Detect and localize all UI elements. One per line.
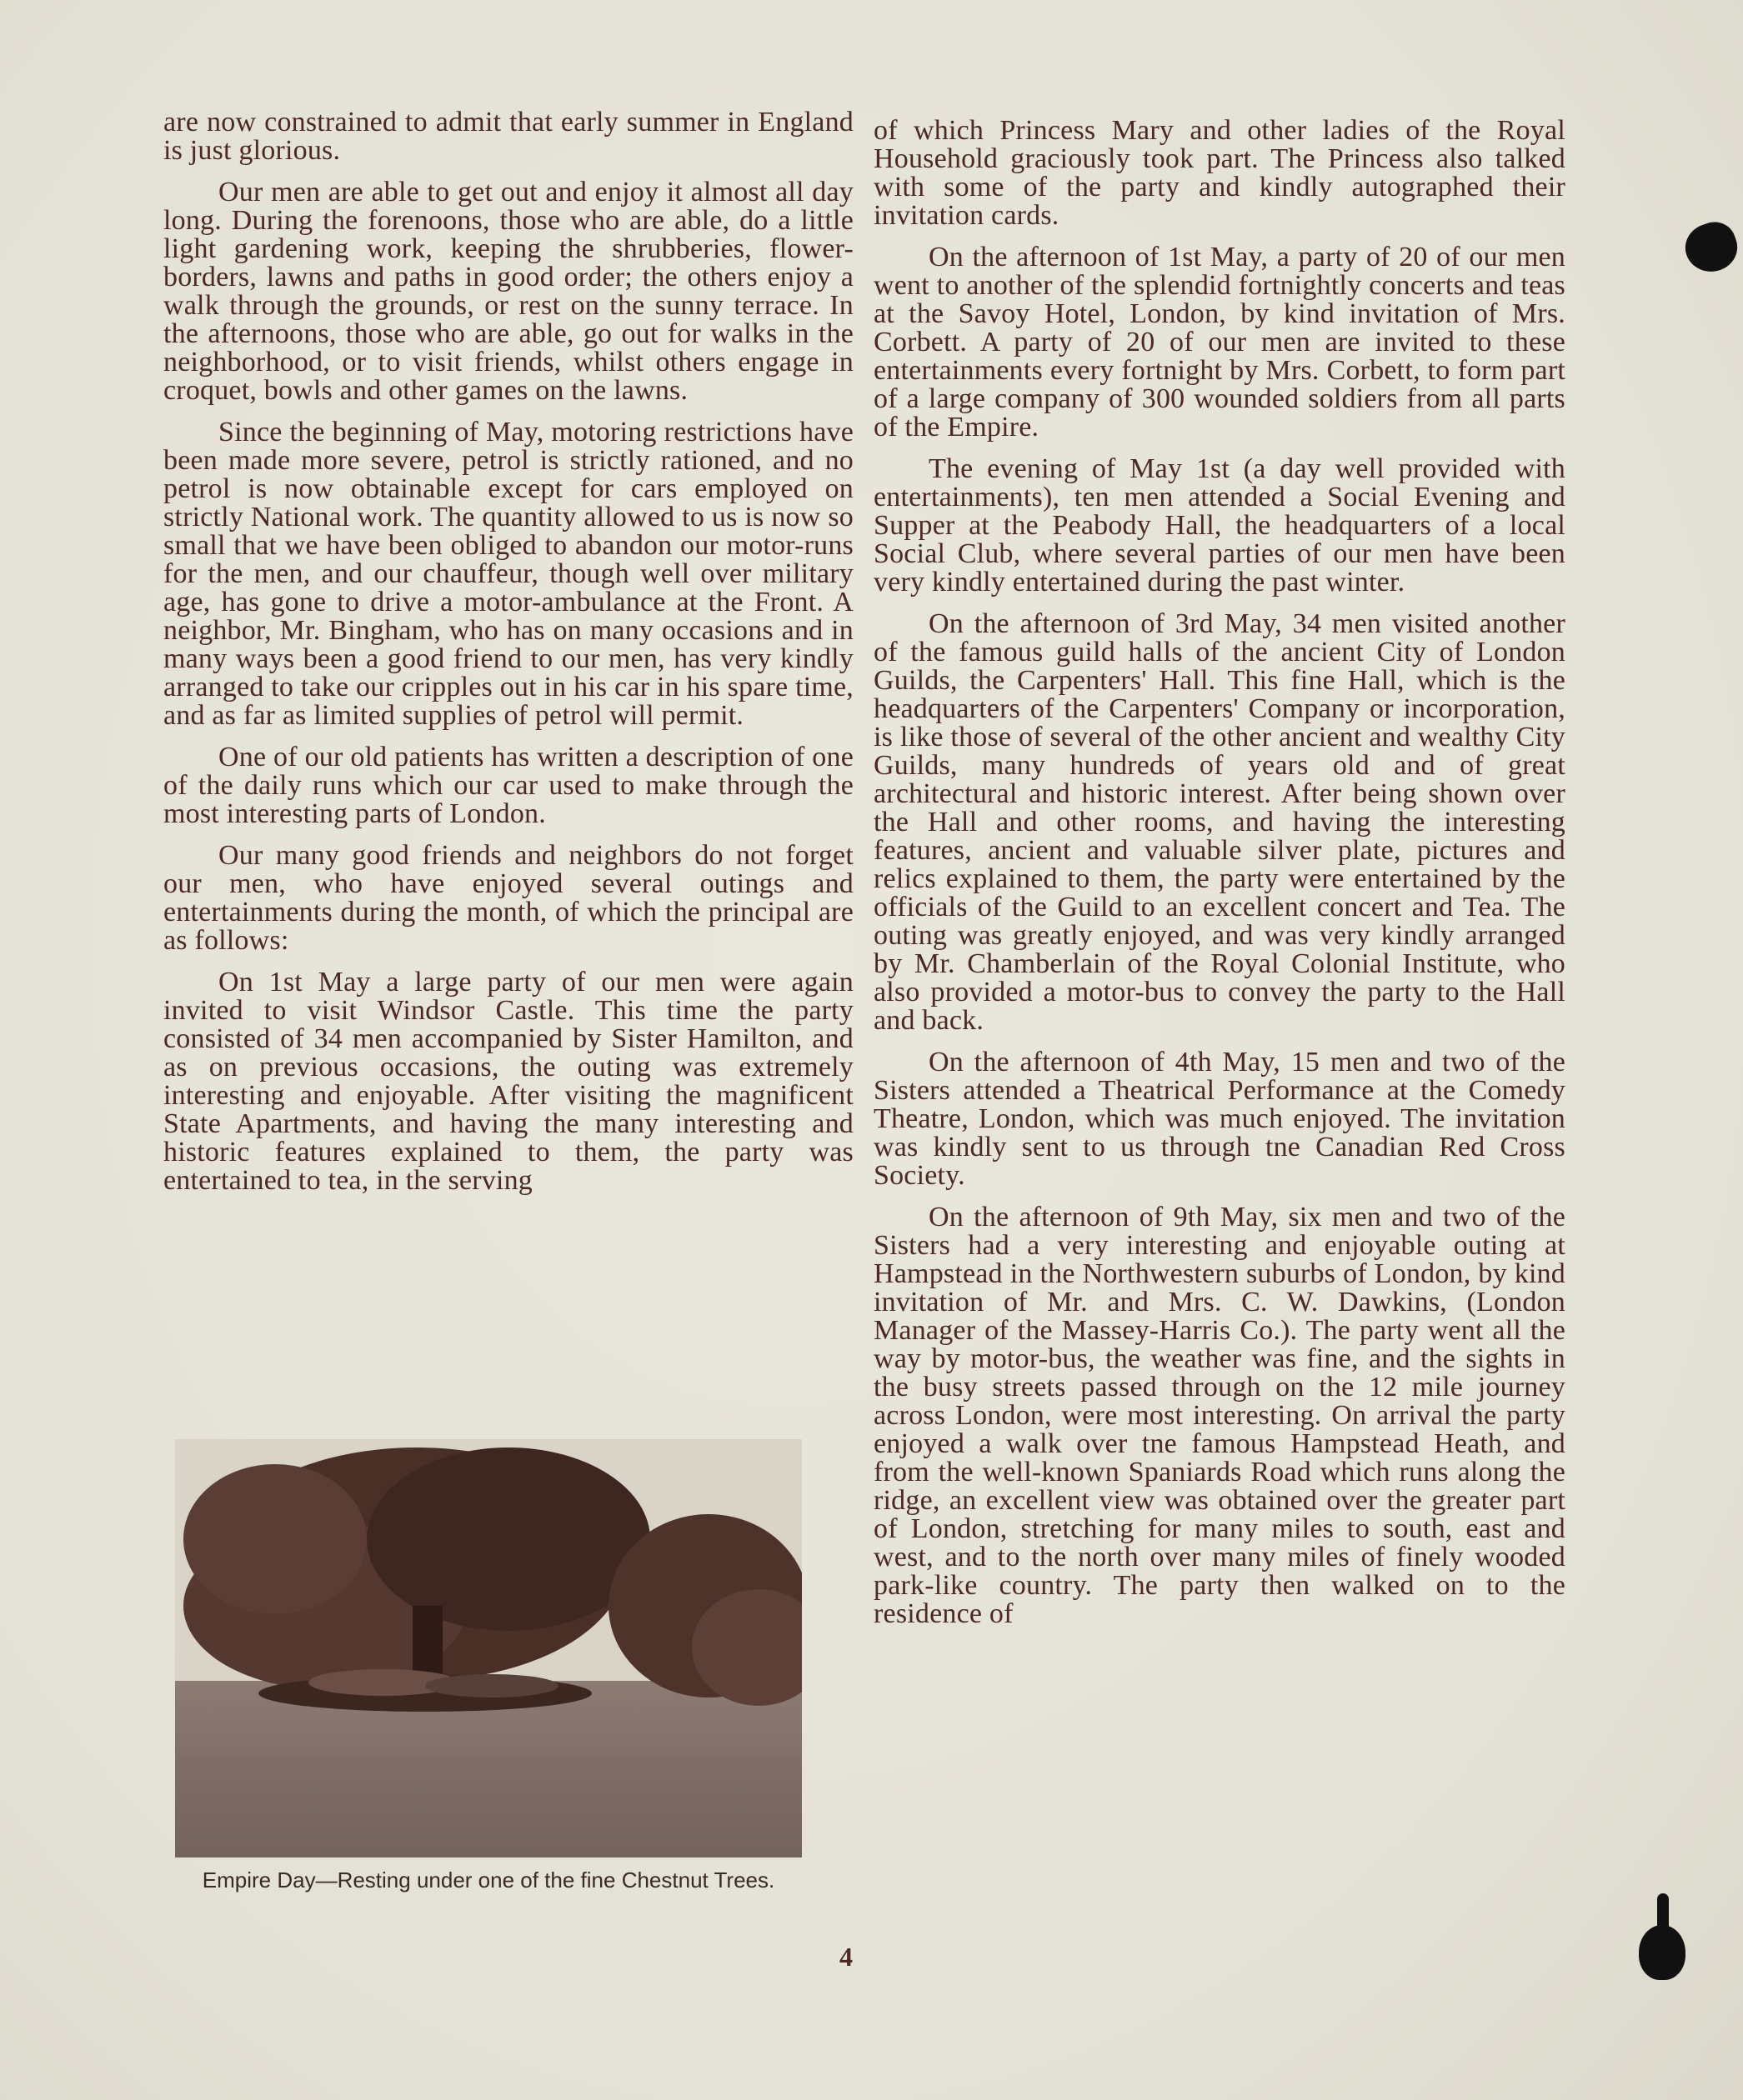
binding-hole-icon bbox=[1679, 216, 1743, 279]
paragraph: On the afternoon of 3rd May, 34 men visited another of the famous guild halls of the ancient City of London Guilds, the Carpenters' Hall. This fine Hall, which is the headquarters of the Carpenters' Company or incorporation, is like those of several of the other ancient and wealthy City Guilds, many hundreds of years old and of great architectural and historic interest. After being shown over the Hall and other rooms, and having the interesting features, ancient and valuable silver plate, pictures and relics explained to them, the party were entertained by the officials of the Guild to an excellent concert and Tea. The outing was greatly enjoyed, and was very kindly arranged by Mr. Chamberlain of the Royal Colonial Institute, who also provided a motor-bus to convey the party to the Hall and back. bbox=[874, 608, 1565, 1036]
paragraph: Our many good friends and neighbors do not forget our men, who have enjoyed several outings and entertainments during the month, of which the principal are as follows: bbox=[163, 840, 854, 956]
right-text-column bbox=[874, 117, 1565, 1642]
binding-hole-icon bbox=[1639, 1925, 1685, 1980]
paragraph: On 1st May a large party of our men were again invited to visit Windsor Castle. This time the party consisted of 34 men accompanied by Sister Hamilton, and as on previous occasions, the outing was extremely interesting and enjoyable. After visiting the magnificent State Apartments, and having the many interesting and historic features explained to them, the party was entertained to tea, in the serving bbox=[163, 967, 854, 1196]
paragraph: On the afternoon of 9th May, six men and two of the Sisters had a very interesting and enjoyable outing at Hampstead in the Northwestern suburbs of London, by kind invitation of Mr. and Mrs. C. W. Dawkins, (London Manager of the Massey-Harris Co.). The party went all the way by motor-bus, the weather was fine, and the sights in the busy streets passed through on the 12 mile journey across London, were most interesting. On arrival the party enjoyed a walk over tne famous Hampstead Heath, and from the well-known Spaniards Road which runs along the ridge, an excellent view was obtained over the greater part of London, stretching for many miles to south, east and west, and to the north over many miles of finely wooded park-like country. The party then walked on to the residence of bbox=[874, 1202, 1565, 1629]
paragraph: One of our old patients has written a description of one of the daily runs which our car used to make through the most interesting parts of London. bbox=[163, 742, 854, 829]
paragraph: are now constrained to admit that early summer in England is just glorious. bbox=[163, 107, 854, 166]
paragraph: On the afternoon of 4th May, 15 men and two of the Sisters attended a Theatrical Performance at the Comedy Theatre, London, which was much enjoyed. The invitation was kindly sent to us through tne Canadian Red Cross Society. bbox=[874, 1047, 1565, 1191]
chestnut-tree-photo bbox=[175, 1439, 802, 1858]
paragraph: On the afternoon of 1st May, a party of 20 of our men went to another of the splendid fortnightly concerts and teas at the Savoy Hotel, London, by kind invitation of Mrs. Corbett. A party of 20 of our men are invited to these entertainments every fortnight by Mrs. Corbett, to form part of a large company of 300 wounded soldiers from all parts of the Empire. bbox=[874, 242, 1565, 442]
photo-caption: Empire Day—Resting under one of the fine Chestnut Trees. bbox=[202, 1868, 775, 1892]
page-number: 4 bbox=[839, 1942, 853, 1972]
paragraph: of which Princess Mary and other ladies of the Royal Household graciously took part. The Princess also talked with some of the party and kindly autographed their invitation cards. bbox=[874, 115, 1565, 231]
left-text-column bbox=[163, 108, 854, 1208]
paragraph: Since the beginning of May, motoring restrictions have been made more severe, petrol is strictly rationed, and no petrol is now obtainable except for cars employed on strictly National work. The quantity allowed to us is now so small that we have been obliged to abandon our motor-runs for the men, and our chauffeur, though well over military age, has gone to drive a motor-ambulance at the Front. A neighbor, Mr. Bingham, who has on many occasions and in many ways been a good friend to our men, has very kindly arranged to take our cripples out in his car in his spare time, and as far as limited supplies of petrol will permit. bbox=[163, 417, 854, 731]
paragraph: The evening of May 1st (a day well provided with entertainments), ten men attended a Social Evening and Supper at the Peabody Hall, the headquarters of a local Social Club, where several parties of our men have been very kindly entertained during the past winter. bbox=[874, 453, 1565, 598]
paragraph: Our men are able to get out and enjoy it almost all day long. During the forenoons, those who are able, do a little light gardening work, keeping the shrubberies, flower-borders, lawns and paths in good order; the others enjoy a walk through the grounds, or rest on the sunny terrace. In the afternoons, those who are able, go out for walks in the neighborhood, or to visit friends, whilst others engage in croquet, bowls and other games on the lawns. bbox=[163, 177, 854, 406]
